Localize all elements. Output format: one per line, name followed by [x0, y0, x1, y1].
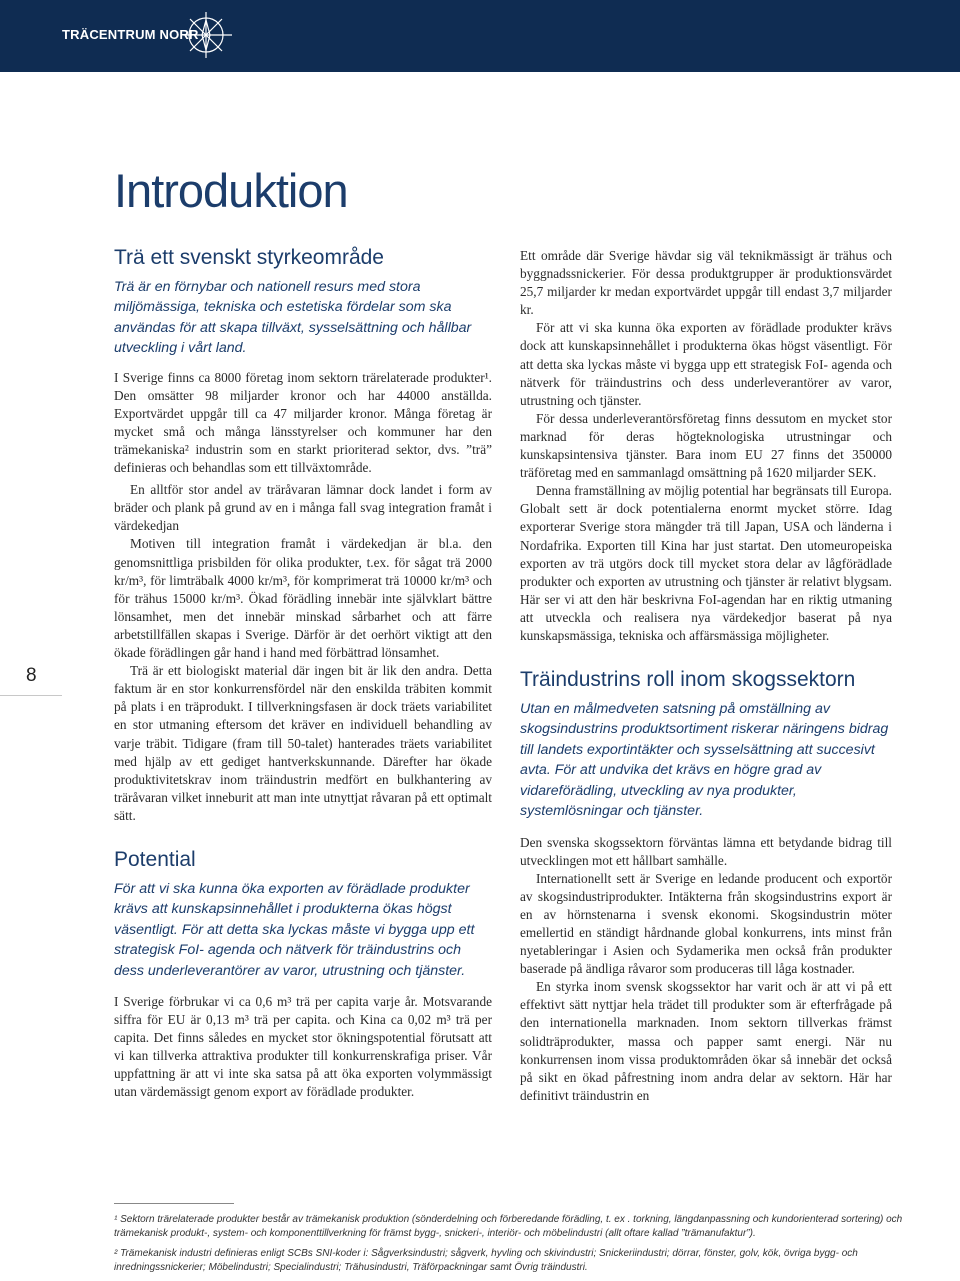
footnote-rule: [114, 1203, 234, 1204]
body-paragraph: Trä är ett biologiskt material där ingen bit är lik den andra. Detta faktum är en stor konkurrensfördel när den enskilda träbiten kommit på plats i en träprodukt. I tillverkningsfasen är dock träets variabilitet en stor utmaning eftersom det kräver en individuell behandling av varje träbit. Tidigare (fram till 50-talet) hanterades träets variabilitet med hjälp av ett gediget hantverkskunnande. Därefter har ökade produktivitetskrav inom träindustrin medfört en bulkhantering av träråvaran vilket inneburit att man inte utnyttjat råvaran på ett optimalt sätt.: [114, 663, 492, 823]
body-paragraph: Motiven till integration framåt i värdekedjan är bl.a. den genomsnittliga prisbilden för olika produkter, t.ex. för sågat trä 2000 kr/m³, för limträbalk 4000 kr/m³, för komprimerat trä 10000 kr/m³ och för trähus 15000 kr/m³. Ökad förädling innebär inte självklart bättre lönsamhet, men det innebär minskad sårbarhet och att färre arbetstillfällen skapas i Sverige. Därför är det oerhört viktigt att den ökade förädlingen går hand i hand med förbättrad lönsamhet.: [114, 536, 492, 661]
body-paragraph: Den svenska skogssektorn förväntas lämna ett betydande bidrag till utvecklingen mot ett hållbart samhälle.: [520, 834, 892, 868]
body-paragraph: Internationellt sett är Sverige en ledande producent och exportör av skogsindustriprodukter. Intäkterna från skogsindustrins export är en av hörnstenarna i svensk ekonomi. Skogsindustrin möter emellertid en ständigt hårdnande global konkurrens, ints minst från nyetableringar i Asien och Sydamerika men också från produkter baserade på ändliga råvaror som produceras till låga kostnader.: [520, 870, 892, 977]
footnote: ² Trämekanisk industri definieras enligt SCBs SNI-koder i: Sågverksindustri; sågverk, hyvling och skivindustri; Snickeriindustri; dörrar, fönster, golv, kök, övriga bygg- och inredningssnickerier; Möbelindustri; Specialindustri; Trähusindustri, Träförpackningar samt Övrig träindustri.: [114, 1248, 858, 1273]
section-heading-potential: Potential: [114, 847, 196, 871]
page-title: Introduktion: [114, 164, 348, 217]
footnotes: [114, 1213, 904, 1281]
body-paragraph: Denna framställning av möjlig potential har begränsats till Europa. Globalt sett är dock potentialerna enormt mycket större. Idag exporterar Sverige stora mängder trä till Japan, USA och länderna i Nordafrika. Exporten till Kina har just startat. Den utomeuropeiska exporten av trä utgörs dock till mycket stora delar av lågförädlade produkter och exporten av utrustning och tjänster är relativt blygsam. Här ser vi att den här beskrivna FoI-agendan har en riktig utmaning att utveckla och realisera nya värdekedjor baserat på nya kunskapsmässiga, tekniska och affärsmässiga möjligheter.: [520, 483, 892, 643]
section-heading-strength: Trä ett svenskt styrkeområde: [114, 246, 384, 269]
left-column: [114, 245, 492, 1102]
body-paragraph: En styrka inom svensk skogssektor har varit och är att vi på ett effektivt sätt nyttjar hela trädet till produkter som är efterfrågade på den internationella marknaden. Inom sektorn tillverkas främst solidträprodukter, massa och papper samt energi. När nu konkurrensen inom vissa produktområden ökar så innebär det också på sikt en ökad påfrestning inom andra delar av sektorn. Här har definitivt träindustrin en: [520, 979, 892, 1103]
page-number: 8: [26, 665, 37, 686]
section-lead-potential: För att vi ska kunna öka exporten av förädlade produkter krävs att kunskapsinnehållet i produkterna ökas högst väsentligt. För att detta ska lyckas måste vi bygga upp ett strategisk FoI- agenda och nätverk för träindustrins och dess underleverantörer av varor, utrustning och tjänster.: [114, 880, 475, 979]
section-lead-forest-sector: Utan en målmedveten satsning på omställning av skogsindustrins produktsortiment riskerar näringens bidrag till landets exportintäkter och sysselsättning att succesivt avta. För att undvika det krävs en högre grad av vidareförädling, utveckling av nya produkter, systemlösningar och tjänster.: [520, 701, 889, 820]
page-number-rule: [0, 695, 62, 696]
section-heading-forest-sector: Träindustrins roll inom skogssektorn: [520, 668, 856, 692]
header-bar: [0, 0, 960, 72]
body-paragraph: För dessa underleverantörsföretag finns dessutom en mycket stor marknad för deras högteknologiska utrustningar och kunskapsintensiva tjänster. Bara inom EU 27 finns det 350000 träföretag med en sammanlagd omsättning på 1620 miljarder SEK.: [520, 410, 892, 481]
brand-name: TRÄCENTRUM NORR: [62, 27, 199, 42]
compass-star-icon: [180, 10, 236, 60]
body-paragraph: En alltför stor andel av träråvaran lämnar dock landet i form av bräder och plank på grund av en i många fall svag integration framåt i värdekedjan: [114, 482, 492, 534]
right-column: [520, 247, 892, 1105]
body-paragraph: Ett område där Sverige hävdar sig väl teknikmässigt är trähus och byggnadssnickerier. För dessa produktgrupper är produktionsvärdet 25,7 miljarder kr medan exportvärdet uppgår till endast 3,7 miljarder kr.: [520, 248, 892, 318]
section-lead-strength: Trä är en förnybar och nationell resurs med stora miljömässiga, tekniska och estetiska fördelar som ska användas för att skapa tillväxt, sysselsättning och hållbar utveckling i vårt land.: [114, 279, 472, 357]
footnote: ¹ Sektorn trärelaterade produkter består av trämekanisk produktion (sönderdelning och förberedande förädling, t. ex . torkning, längdanpassning och kundorienterad sortering) och trämekanisk produkt-, system- och komponenttillverkning för främst bygg-, snickeri-, interiör- och möbelindustri (allt oftare kallad ”trämanufaktur”).: [114, 1214, 903, 1239]
body-paragraph: För att vi ska kunna öka exporten av förädlade produkter krävs dock att kunskapsinnehållet i produkterna ökas högst väsentligt. För att detta ska lyckas måste vi bygga upp ett strategisk FoI- agenda och nätverk för träindustrins och dess underleverantörer av varor, utrustning och tjänster.: [520, 320, 892, 408]
body-paragraph: I Sverige finns ca 8000 företag inom sektorn trärelaterade produkter¹. Den omsätter 98 miljarder kronor och har 44000 anställda. Exportvärdet uppgår till ca 47 miljarder kronor. Många företag är mycket små och många länsstyrelser och kommuner har den trämekaniska² industrin som en starkt prioriterad sektor, dvs. ”trä” definieras och behandlas som ett tillväxtområde.: [114, 369, 492, 476]
body-paragraph: I Sverige förbrukar vi ca 0,6 m³ trä per capita varje år. Motsvarande siffra för EU är 0,13 m³ trä per capita. och Kina ca 0,02 m³ trä per capita. Det finns således en mycket stor ökningspotential förutsatt att vi kan tillverka attraktiva produkter till konkurrenskrafiga priser. Vår uppfattning är att vi inte ska satsa på att öka exporten volymmässigt utan värdemässigt genom export av förädlade produkter.: [114, 994, 492, 1100]
